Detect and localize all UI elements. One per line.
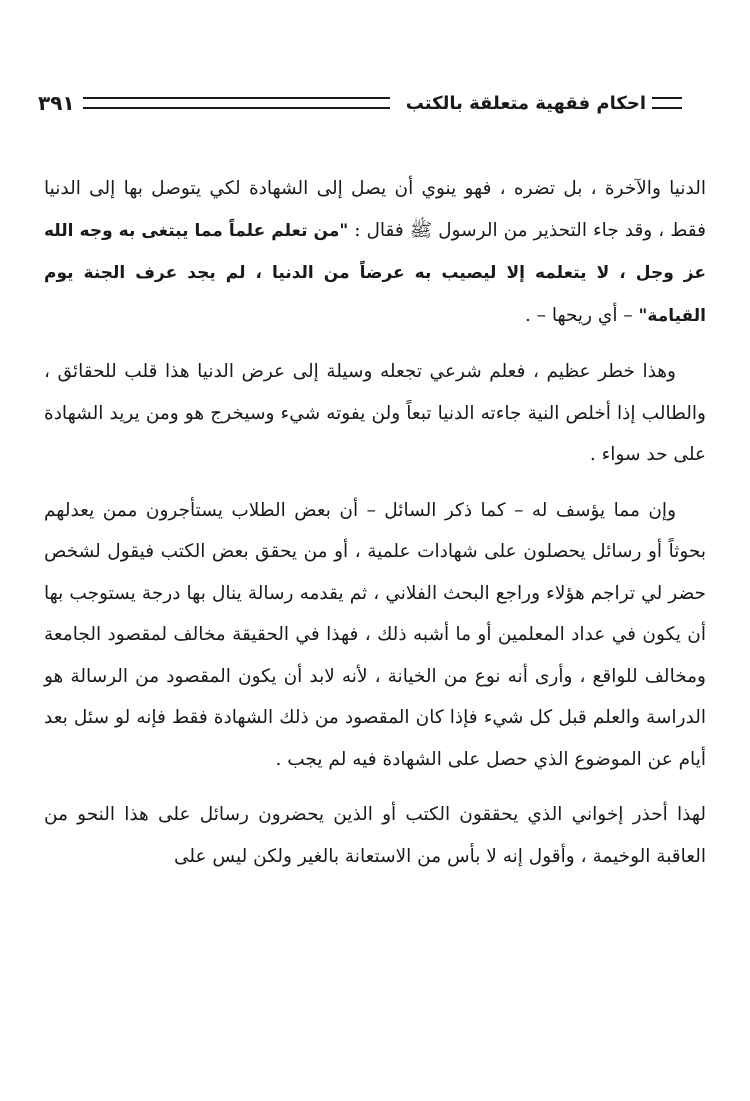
paragraph-3: وإن مما يؤسف له – كما ذكر السائل – أن بعض الطلاب يستأجرون ممن يعدلهم بحوثاً أو رسائل يحصلون على شهادات علمية ، أو من يحقق بعض الكتب فيقول لشخص حضر لي تراجم هؤلاء وراجع البحث الفلاني ، ثم يقدمه رسالة ينال بها درجة يستوجب بها أن يكون في عداد المعلمين أو ما أشبه ذلك ، فهذا في الحقيقة مخالف لمقصود الجامعة ومخالف للواقع ، وأرى أنه نوع من الخيانة ، لأنه لابد أن يكون المقصود من الرسالة هو الدراسة والعلم قبل كل شيء فإذا كان المقصود من ذلك الشهادة فقط فإنه لو سئل بعد أيام عن الموضوع الذي حصل على الشهادة فيه لم يجب .	[44, 499, 706, 770]
header-dash-ornament	[652, 97, 682, 109]
running-header	[38, 86, 682, 120]
hadith-quote: "من تعلم علماً مما يبتغى به وجه الله عز وجل ، لا يتعلمه إلا ليصيب به عرضاً من الدنيا ، لم يجد عرف الجنة يوم القيامة"	[44, 220, 706, 326]
paragraph-2: وهذا خطر عظيم ، فعلم شرعي تجعله وسيلة إلى عرض الدنيا هذا قلب للحقائق ، والطالب إذا أخلص النية جاءته الدنيا تبعاً ولن يفوته شيء وسيخرج هو ومن يريد الشهادة على حد سواء .	[44, 361, 706, 465]
header-double-rule	[83, 97, 390, 109]
paragraph-4: لهذا أحذر إخواني الذي يحققون الكتب أو الذين يحضرون رسائل على هذا النحو من العاقبة الوخيمة ، وأقول إنه لا بأس من الاستعانة بالغير ولكن ليس على	[44, 804, 706, 867]
page-number: ٣٩١	[38, 91, 75, 115]
paragraph-1-text: الدنيا والآخرة ، بل تضره ، فهو ينوي أن يصل إلى الشهادة لكي يتوصل بها إلى الدنيا فقط ، وقد جاء التحذير من الرسول ﷺ فقال :	[44, 178, 706, 241]
paragraph-1	[44, 168, 706, 337]
paragraph-1-ending: – أي ريحها – .	[524, 304, 639, 326]
header-title: احكام فقهية متعلقة بالكتب	[405, 92, 646, 114]
body-text	[44, 168, 706, 891]
